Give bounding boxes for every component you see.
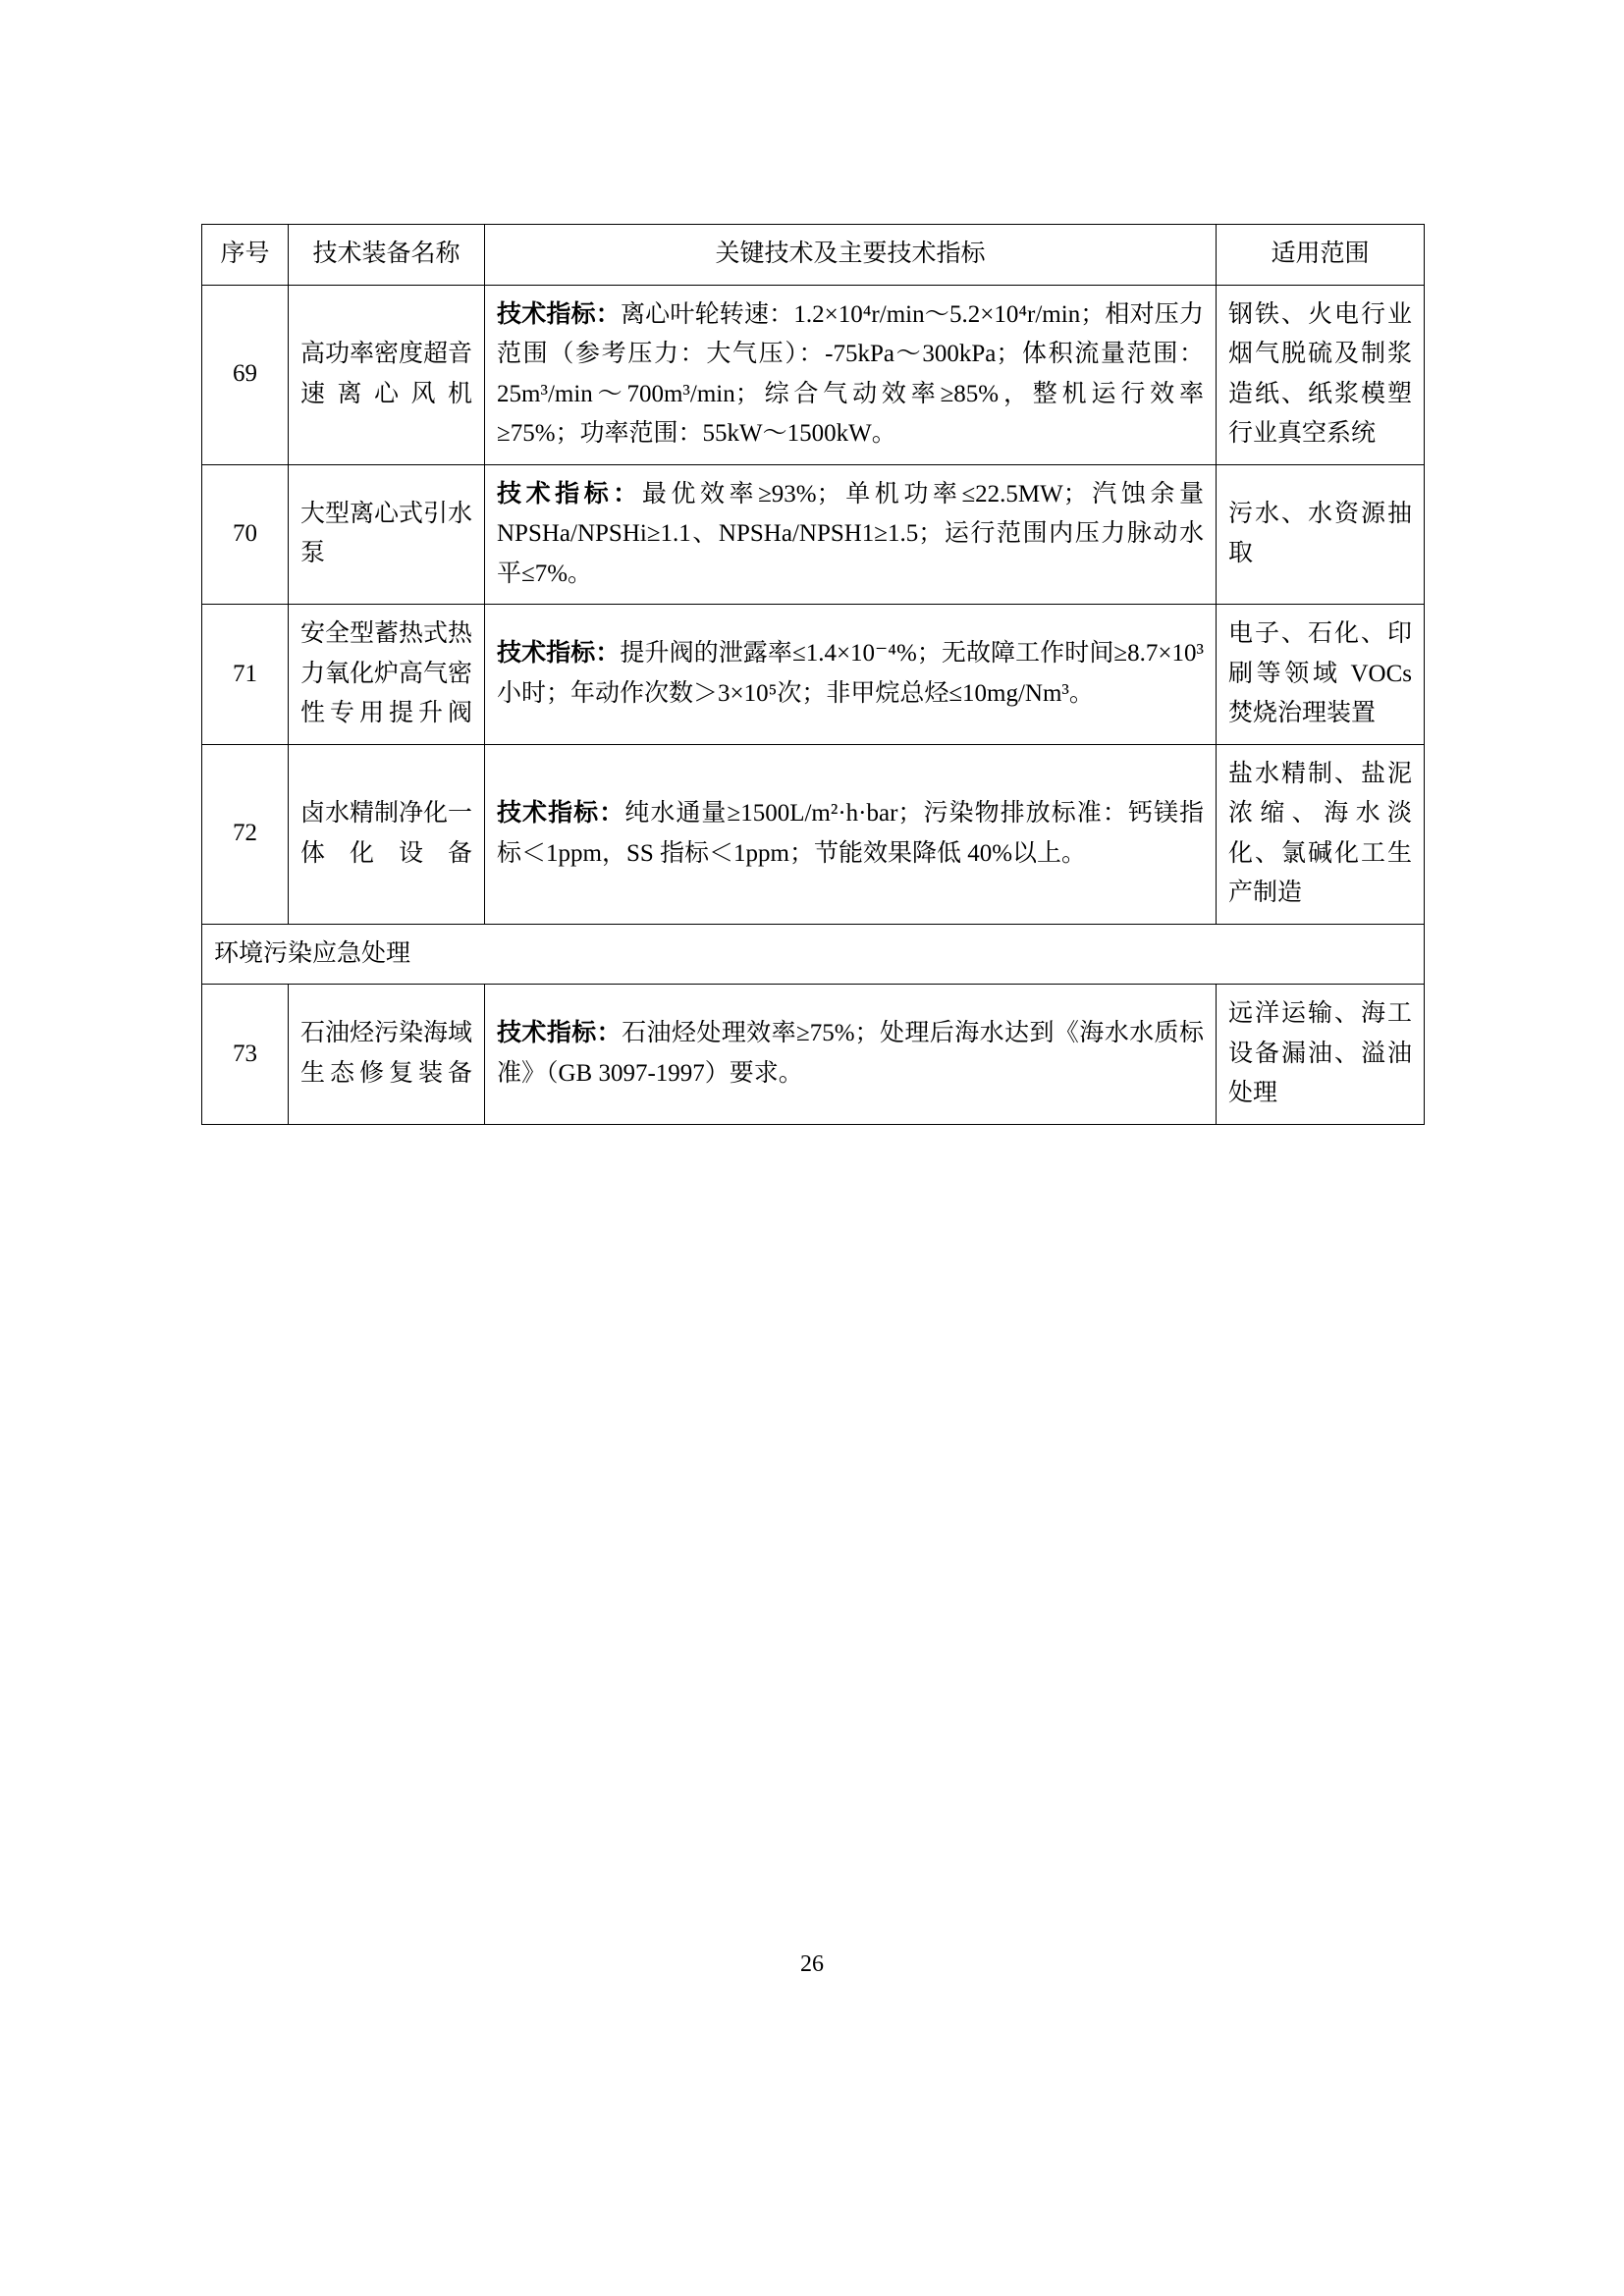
tech-text: 提升阀的泄露率≤1.4×10⁻⁴%；无故障工作时间≥8.7×10³ 小时；年动作次数＞3×10⁵次；非甲烷总烃≤10mg/Nm³。	[497, 640, 1204, 707]
table-section-row	[202, 924, 1425, 985]
tech-text: 离心叶轮转速：1.2×10⁴r/min～5.2×10⁴r/min；相对压力范围（参考压力：大气压）：-75kPa～300kPa；体积流量范围：25m³/min～700m³/min；综合气动效率≥85%，整机运行效率≥75%；功率范围：55kW～1500kW。	[497, 300, 1204, 447]
table-row	[202, 985, 1425, 1125]
row-scope: 远洋运输、海工设备漏油、溢油处理	[1217, 985, 1425, 1125]
section-title: 环境污染应急处理	[202, 924, 1425, 985]
technology-equipment-table	[201, 224, 1425, 1125]
row-scope: 污水、水资源抽取	[1217, 464, 1425, 605]
tech-label: 技术指标：	[497, 1020, 623, 1047]
tech-label: 技术指标：	[497, 480, 642, 507]
table-row	[202, 464, 1425, 605]
table-header-row	[202, 225, 1425, 286]
row-tech-spec	[485, 285, 1217, 464]
row-index: 70	[202, 464, 289, 605]
row-equipment-name: 石油烃污染海域生态修复装备	[289, 985, 485, 1125]
spec-table-container	[201, 224, 1424, 1125]
row-tech-spec	[485, 985, 1217, 1125]
tech-label: 技术指标：	[497, 640, 621, 667]
table-row	[202, 744, 1425, 924]
tech-label: 技术指标：	[497, 800, 625, 827]
table-row	[202, 605, 1425, 745]
page-number: 26	[800, 1951, 824, 1977]
row-tech-spec	[485, 464, 1217, 605]
row-equipment-name: 安全型蓄热式热力氧化炉高气密性专用提升阀	[289, 605, 485, 745]
row-index: 71	[202, 605, 289, 745]
header-scope: 适用范围	[1217, 225, 1425, 286]
tech-label: 技术指标：	[497, 300, 621, 328]
row-index: 72	[202, 744, 289, 924]
header-index: 序号	[202, 225, 289, 286]
row-index: 73	[202, 985, 289, 1125]
row-equipment-name: 高功率密度超音速离心风机	[289, 285, 485, 464]
row-scope: 电子、石化、印刷等领域 VOCs 焚烧治理装置	[1217, 605, 1425, 745]
tech-text: 石油烃处理效率≥75%；处理后海水达到《海水水质标准》（GB 3097-1997）要求。	[497, 1020, 1204, 1087]
row-equipment-name: 大型离心式引水泵	[289, 464, 485, 605]
row-equipment-name: 卤水精制净化一体化设备	[289, 744, 485, 924]
row-scope: 钢铁、火电行业烟气脱硫及制浆造纸、纸浆模塑行业真空系统	[1217, 285, 1425, 464]
header-name: 技术装备名称	[289, 225, 485, 286]
tech-text: 纯水通量≥1500L/m²·h·bar；污染物排放标准：钙镁指标＜1ppm，SS 指标＜1ppm；节能效果降低 40%以上。	[497, 800, 1204, 867]
tech-text: 最优效率≥93%；单机功率≤22.5MW；汽蚀余量 NPSHa/NPSHi≥1.1、NPSHa/NPSH1≥1.5；运行范围内压力脉动水平≤7%。	[497, 480, 1204, 587]
row-tech-spec	[485, 744, 1217, 924]
table-row	[202, 285, 1425, 464]
row-index: 69	[202, 285, 289, 464]
row-scope: 盐水精制、盐泥浓缩、海水淡化、氯碱化工生产制造	[1217, 744, 1425, 924]
row-tech-spec	[485, 605, 1217, 745]
header-tech: 关键技术及主要技术指标	[485, 225, 1217, 286]
